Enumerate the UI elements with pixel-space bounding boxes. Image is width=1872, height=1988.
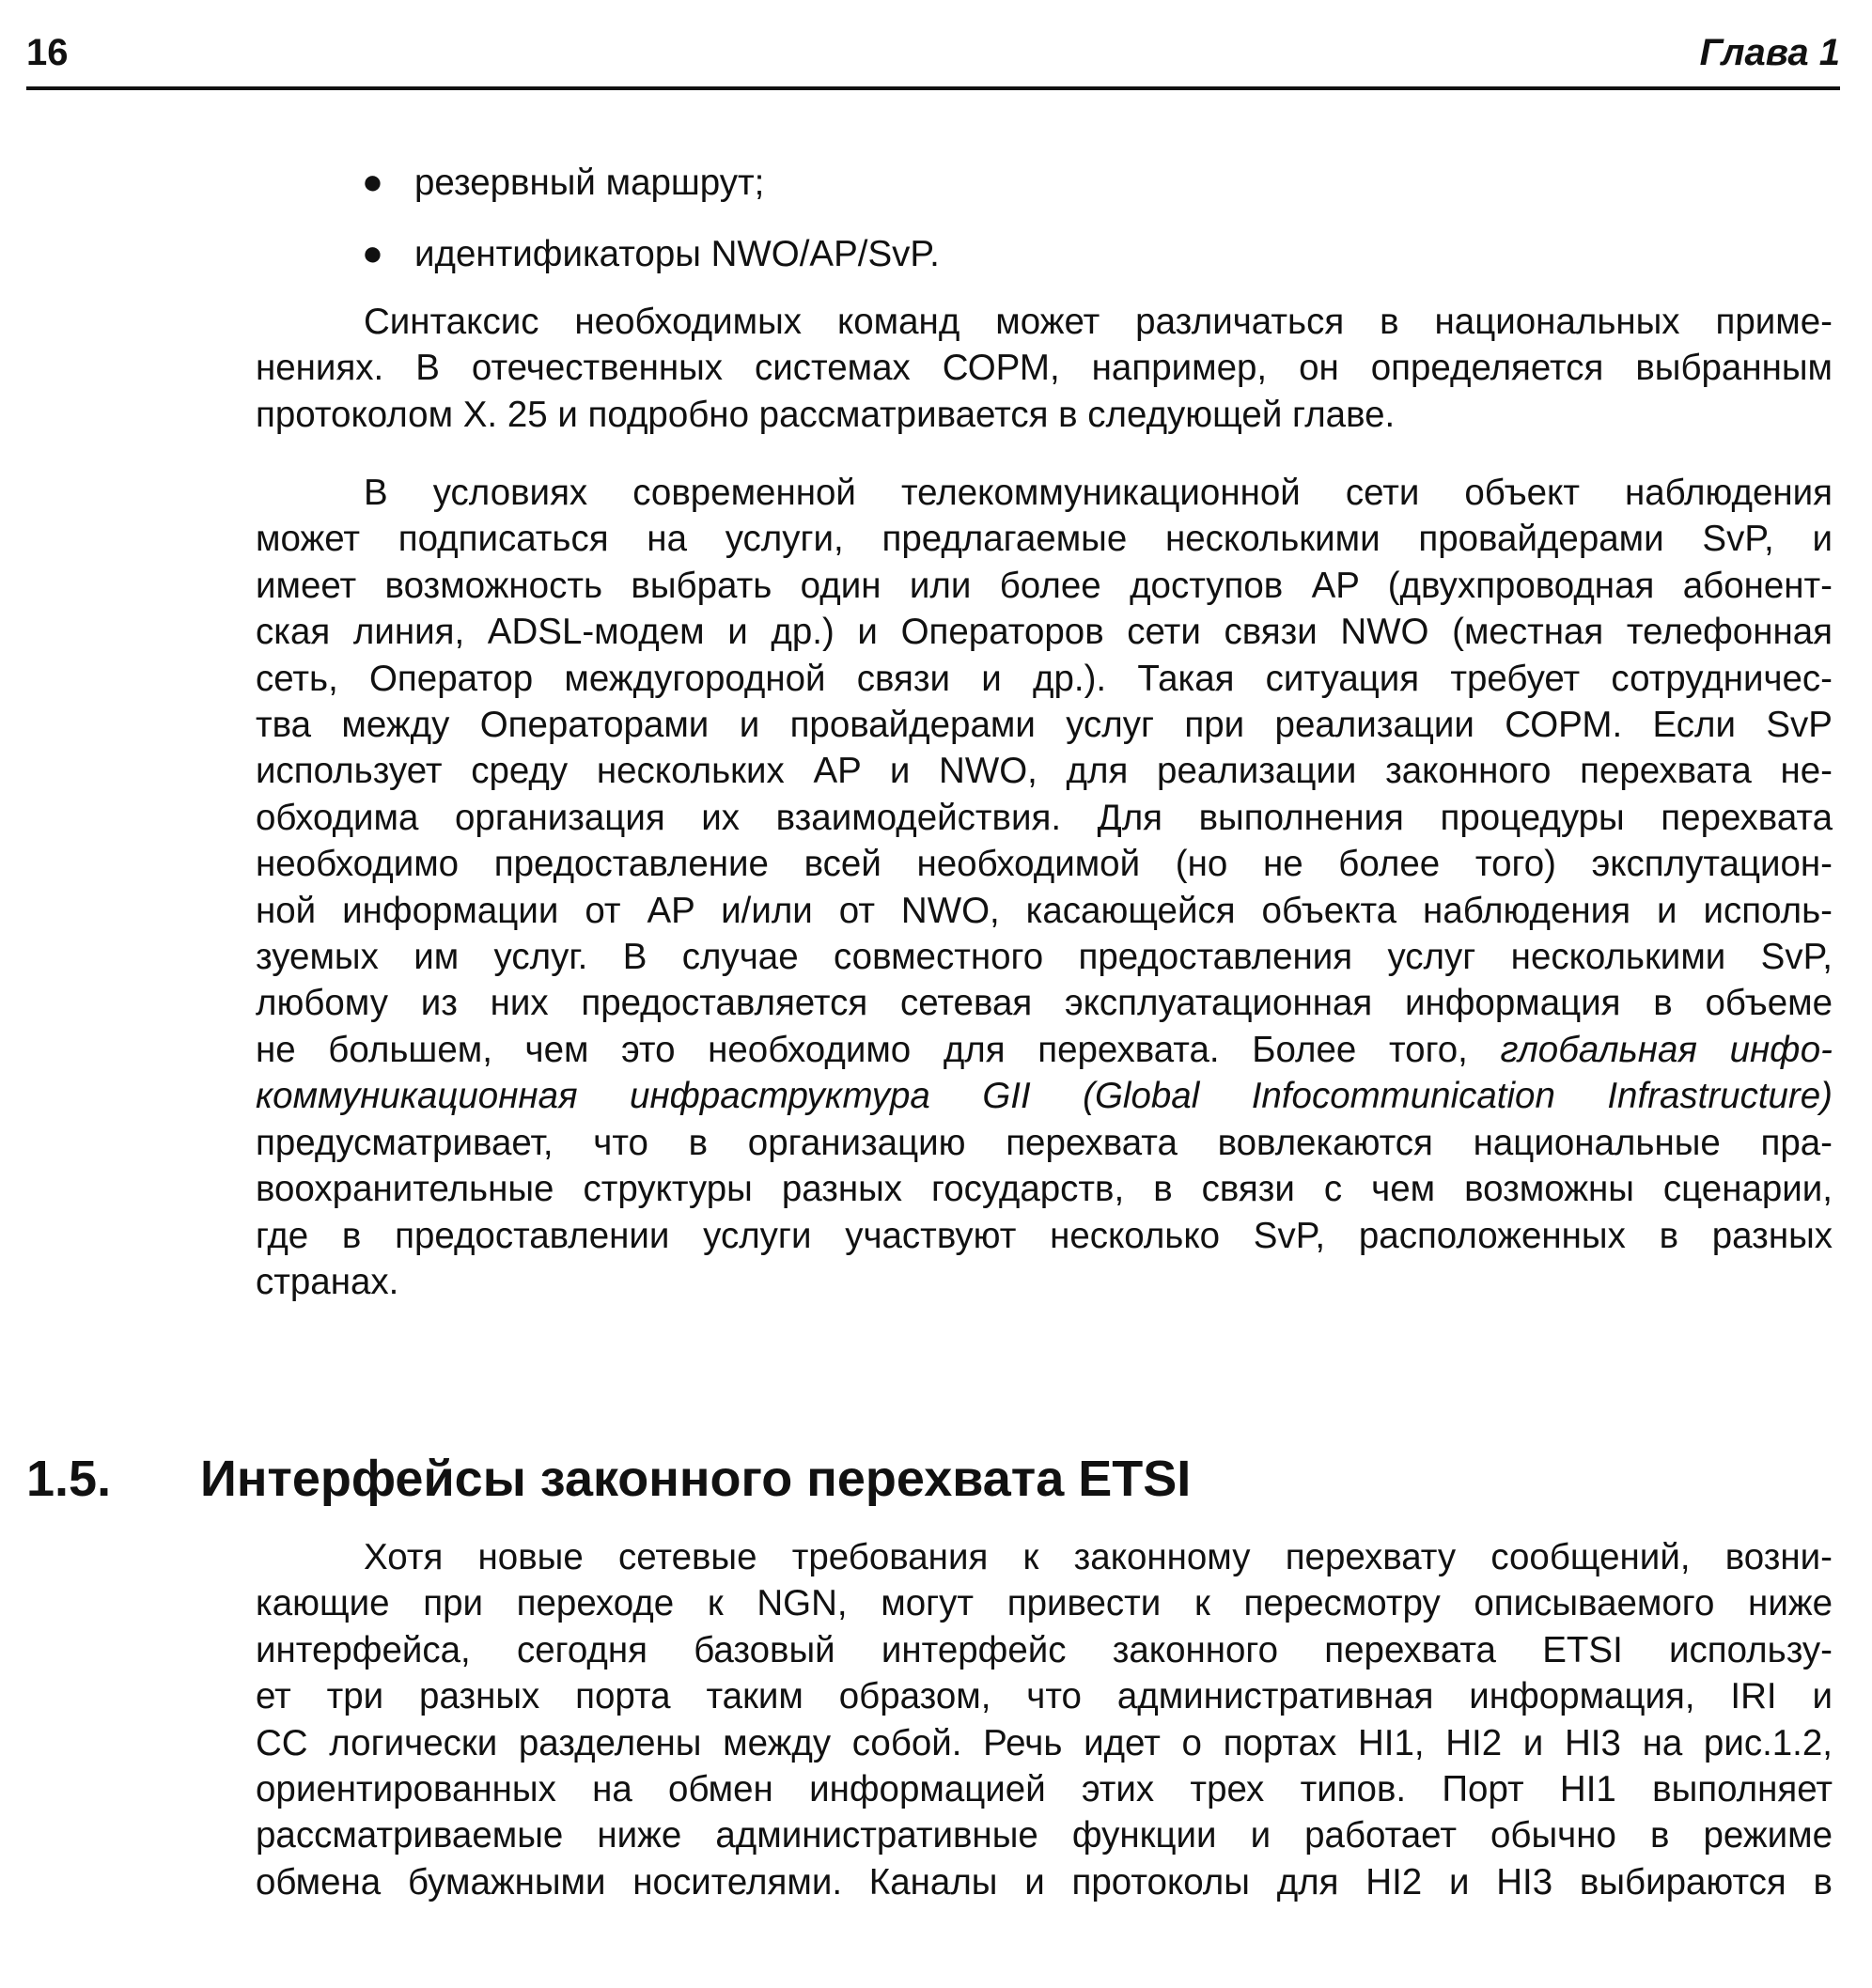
paragraph-syntax [256, 299, 1833, 438]
text-line: ориентированных на обмен информацией этих трех типов. Порт HI1 выполняет [256, 1769, 1833, 1810]
text-line: может подписаться на услуги, предлагаемые несколькими провайдерами SvP, и [256, 519, 1833, 560]
text-line [256, 1027, 1833, 1073]
list-item [362, 160, 940, 206]
text-line: где в предоставлении услуги участвуют несколько SvP, расположенных в разных [256, 1215, 1833, 1256]
text-line: обходима организация их взаимодействия. Для выполнения процедуры перехвата [256, 797, 1833, 838]
page-number: 16 [26, 32, 69, 73]
text-line: CC логически разделены между собой. Речь идет о портах HI1, HI2 и HI3 на рис.1.2, [256, 1722, 1833, 1763]
text-line: воохранительные структуры разных государств, в связи с чем возможны сценарии, [256, 1169, 1833, 1210]
paragraph-etsi-interfaces [256, 1534, 1833, 1905]
text-line: Синтаксис необходимых команд может различаться в национальных приме- [364, 302, 1833, 342]
section-heading [26, 1449, 1191, 1509]
italic-term: коммуникационная инфраструктура GII (Global Infocommunication Infrastructure) [256, 1076, 1833, 1117]
text-line: тва между Операторами и провайдерами услуг при реализации СОРМ. Если SvP [256, 705, 1833, 746]
bullet-icon: ● [362, 163, 383, 202]
text-line: любому из них предоставляется сетевая эксплуатационная информация в объеме [256, 983, 1833, 1024]
text-line: интерфейса, сегодня базовый интерфейс законного перехвата ETSI использу- [256, 1629, 1833, 1670]
text-line: странах. [256, 1261, 399, 1302]
running-header [26, 28, 1840, 90]
text-line: ская линия, ADSL-модем и др.) и Операторов сети связи NWO (местная телефонная [256, 612, 1833, 653]
text-line: необходимо предоставление всей необходимой (но не более того) эксплутацион- [256, 844, 1833, 885]
text-line: сеть, Оператор междугородной связи и др.). Такая ситуация требует сотрудничес- [256, 658, 1833, 699]
list-item-text: резервный маршрут; [414, 163, 765, 203]
text-line: зуемых им услуг. В случае совместного предоставления услуг несколькими SvP, [256, 937, 1833, 978]
text-line: протоколом X. 25 и подробно рассматривается в следующей главе. [256, 394, 1396, 435]
text-run: не большем, чем это необходимо для перехвата. Более того, [256, 1029, 1468, 1070]
text-line: нениях. В отечественных системах СОРМ, например, он определяется выбранным [256, 348, 1833, 389]
text-line: ет три разных порта таким образом, что административная информация, IRI и [256, 1676, 1833, 1717]
text-line: ной информации от AP и/или от NWO, касающейся объекта наблюдения и исполь- [256, 890, 1833, 931]
text-line: В условиях современной телекоммуникационной сети объект наблюдения [364, 473, 1833, 513]
text-line [256, 1073, 1833, 1119]
section-title: Интерфейсы законного перехвата ETSI [200, 1451, 1192, 1507]
text-line: обмена бумажными носителями. Каналы и протоколы для HI2 и HI3 выбираются в [256, 1861, 1833, 1903]
text-line: предусматривает, что в организацию перехвата вовлекаются национальные пра- [256, 1122, 1833, 1163]
chapter-label: Глава 1 [1699, 32, 1840, 73]
text-line: кающие при переходе к NGN, могут привести к пересмотру описываемого ниже [256, 1583, 1833, 1624]
bullet-list [362, 160, 940, 303]
paragraph-telecom-network [256, 470, 1833, 1305]
text-line: использует среду нескольких AP и NWO, для реализации законного перехвата не- [256, 751, 1833, 792]
list-item [362, 231, 940, 277]
text-line: рассматриваемые ниже административные функции и работает обычно в режиме [256, 1815, 1833, 1856]
section-number: 1.5. [26, 1451, 112, 1507]
text-line: Хотя новые сетевые требования к законному перехвату сообщений, возни- [364, 1537, 1833, 1577]
italic-term: глобальная инфо- [1500, 1029, 1833, 1070]
bullet-icon: ● [362, 234, 383, 273]
text-line: имеет возможность выбрать один или более доступов AP (двухпроводная абонент- [256, 565, 1833, 606]
list-item-text: идентификаторы NWO/AP/SvP. [414, 234, 940, 274]
